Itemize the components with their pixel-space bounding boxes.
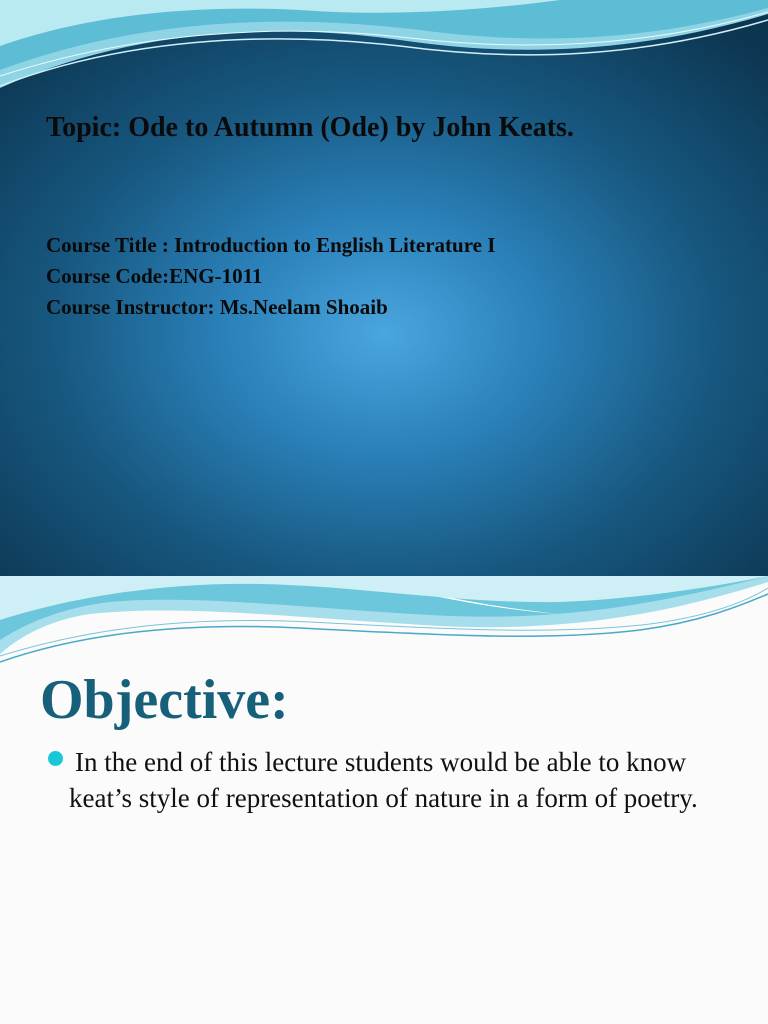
bullet-item (48, 744, 738, 816)
bullet-dot-icon (48, 751, 63, 766)
course-instructor: Course Instructor: Ms.Neelam Shoaib (46, 295, 388, 319)
objective-slide (0, 576, 768, 1024)
bullet-text: In the end of this lecture students would be able to know keat’s style of representation of nature in a form of poetry. (69, 747, 698, 813)
course-info-block (46, 230, 495, 323)
top-wave-decoration (0, 576, 768, 666)
course-code: Course Code:ENG-1011 (46, 264, 263, 288)
top-wave-decoration (0, 0, 768, 110)
objective-heading: Objective: (40, 669, 289, 731)
topic-title: Topic: Ode to Autumn (Ode) by John Keats. (46, 112, 574, 143)
course-title: Course Title : Introduction to English Literature I (46, 233, 496, 257)
